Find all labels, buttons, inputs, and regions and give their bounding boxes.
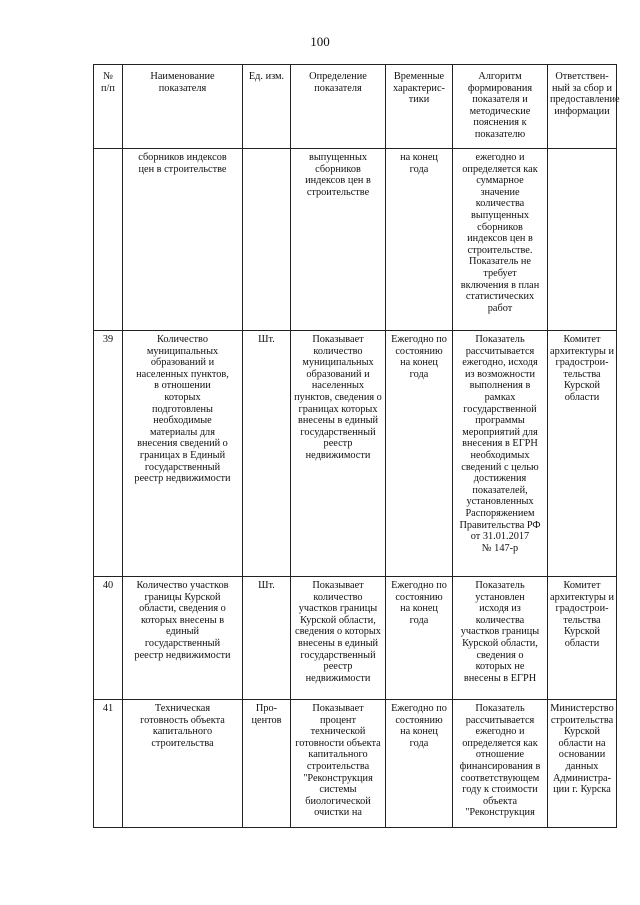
cell-timing: на конец года [386, 149, 453, 331]
header-timing: Временные характерис- тики [386, 65, 453, 149]
cell-num: 39 [94, 331, 123, 577]
cell-timing: Ежегодно по состоянию на конец года [386, 331, 453, 577]
cell-unit: Про- центов [243, 700, 291, 828]
table-row [94, 700, 617, 828]
cell-definition: выпущенных сборников индексов цен в строительстве [291, 149, 386, 331]
header-responsible: Ответствен- ный за сбор и предоставление информации [548, 65, 617, 149]
cell-definition: Показывает количество участков границы Курской области, сведения о которых внесены в единый государственный реестр недвижимости [291, 577, 386, 700]
cell-num: 40 [94, 577, 123, 700]
table-header-row [94, 65, 617, 149]
header-name: Наименование показателя [123, 65, 243, 149]
cell-algorithm: Показатель рассчитывается ежегодно, исходя из возможности выполнения в рамках государственной программы мероприятий для внесения в ЕГРН необходимых сведений с целью достижения показателей, установленных Распоряжением Правительства РФ от 31.01.2017 № 147-р [453, 331, 548, 577]
cell-definition: Показывает количество муниципальных образований и населенных пунктов, сведения о границах которых внесены в единый государственный реестр недвижимости [291, 331, 386, 577]
cell-responsible: Комитет архитектуры и градострои- тельства Курской области [548, 577, 617, 700]
table-row [94, 577, 617, 700]
cell-name: Количество участков границы Курской области, сведения о которых внесены в единый государственный реестр недвижимости [123, 577, 243, 700]
indicators-table [93, 64, 620, 828]
cell-unit: Шт. [243, 577, 291, 700]
cell-responsible [548, 149, 617, 331]
cell-unit [243, 149, 291, 331]
cell-name: Техническая готовность объекта капитального строительства [123, 700, 243, 828]
header-definition: Определение показателя [291, 65, 386, 149]
cell-timing: Ежегодно по состоянию на конец года [386, 577, 453, 700]
table-row [94, 331, 617, 577]
page-number: 100 [310, 34, 330, 49]
cell-algorithm: Показатель установлен исходя из количества участков границы Курской области, сведения о которых не внесены в ЕГРН [453, 577, 548, 700]
cell-algorithm: Показатель рассчитывается ежегодно и определяется как отношение финансирования в соответствующем году к стоимости объекта "Реконструкция [453, 700, 548, 828]
cell-num [94, 149, 123, 331]
cell-num: 41 [94, 700, 123, 828]
cell-algorithm: ежегодно и определяется как суммарное значение количества выпущенных сборников индексов цен в строительстве. Показатель не требует включения в план статистических работ [453, 149, 548, 331]
cell-responsible: Комитет архитектуры и градострои- тельства Курской области [548, 331, 617, 577]
header-unit: Ед. изм. [243, 65, 291, 149]
cell-name: Количество муниципальных образований и населенных пунктов, в отношении которых подготовлены необходимые материалы для внесения сведений о границах в Единый государственный реестр недвижимости [123, 331, 243, 577]
header-num: № п/п [94, 65, 123, 149]
header-algorithm: Алгоритм формирования показателя и методические пояснения к показателю [453, 65, 548, 149]
cell-unit: Шт. [243, 331, 291, 577]
cell-definition: Показывает процент технической готовности объекта капитального строительства "Реконструкция системы биологической очистки на [291, 700, 386, 828]
cell-name: сборников индексов цен в строительстве [123, 149, 243, 331]
cell-timing: Ежегодно по состоянию на конец года [386, 700, 453, 828]
table-row [94, 149, 617, 331]
cell-responsible: Министерство строительства Курской области на основании данных Администра- ции г. Курска [548, 700, 617, 828]
